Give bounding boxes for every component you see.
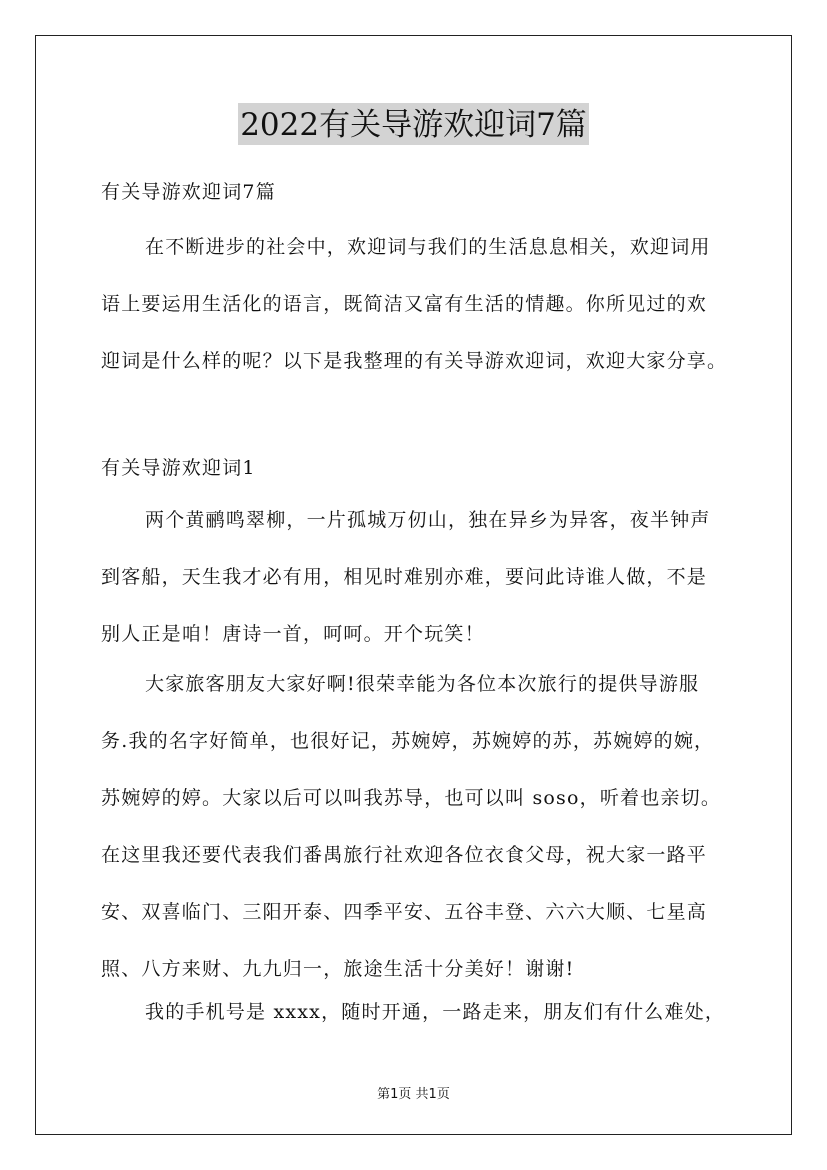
paragraph-line: 务.我的名字好简单，也很好记，苏婉婷，苏婉婷的苏，苏婉婷的婉， xyxy=(101,730,715,752)
paragraph-line: 到客船，天生我才必有用，相见时难别亦难，要问此诗谁人做，不是 xyxy=(101,566,708,588)
paragraph-line: 我的手机号是 xxxx，随时开通，一路走来，朋友们有什么难处， xyxy=(145,1001,726,1023)
intro-paragraph xyxy=(101,219,737,390)
paragraph-line: 照、八方来财、九九归一，旅途生活十分美好！谢谢! xyxy=(101,958,575,980)
intro-line: 迎词是什么样的呢？以下是我整理的有关导游欢迎词，欢迎大家分享。 xyxy=(101,350,728,372)
page-footer: 第1页 共1页 xyxy=(377,1087,450,1102)
paragraph-phone xyxy=(101,984,737,1041)
paragraph-line: 苏婉婷的婷。大家以后可以叫我苏导，也可以叫 soso，听着也亲切。 xyxy=(101,787,722,809)
intro-line: 语上要运用生活化的语言，既简洁又富有生活的情趣。你所见过的欢 xyxy=(101,293,708,315)
document-title: 2022有关导游欢迎词7篇 xyxy=(238,103,589,145)
document-subtitle xyxy=(101,164,737,221)
title-container xyxy=(0,103,827,145)
paragraph-greeting xyxy=(101,656,737,998)
section-heading-text: 有关导游欢迎词1 xyxy=(101,457,256,479)
paragraph-line: 两个黄鹂鸣翠柳，一片孤城万仞山，独在异乡为异客，夜半钟声 xyxy=(145,509,711,531)
paragraph-line: 在这里我还要代表我们番禺旅行社欢迎各位衣食父母，祝大家一路平 xyxy=(101,844,708,866)
paragraph-poem xyxy=(101,492,737,663)
paragraph-line: 大家旅客朋友大家好啊!很荣幸能为各位本次旅行的提供导游服 xyxy=(145,673,700,695)
paragraph-line: 别人正是咱！唐诗一首，呵呵。开个玩笑！ xyxy=(101,623,485,645)
intro-line: 在不断进步的社会中，欢迎词与我们的生活息息相关，欢迎词用 xyxy=(145,236,711,258)
subtitle-line: 有关导游欢迎词7篇 xyxy=(101,181,276,203)
section-heading xyxy=(101,440,737,497)
paragraph-line: 安、双喜临门、三阳开泰、四季平安、五谷丰登、六六大顺、七星高 xyxy=(101,901,708,923)
